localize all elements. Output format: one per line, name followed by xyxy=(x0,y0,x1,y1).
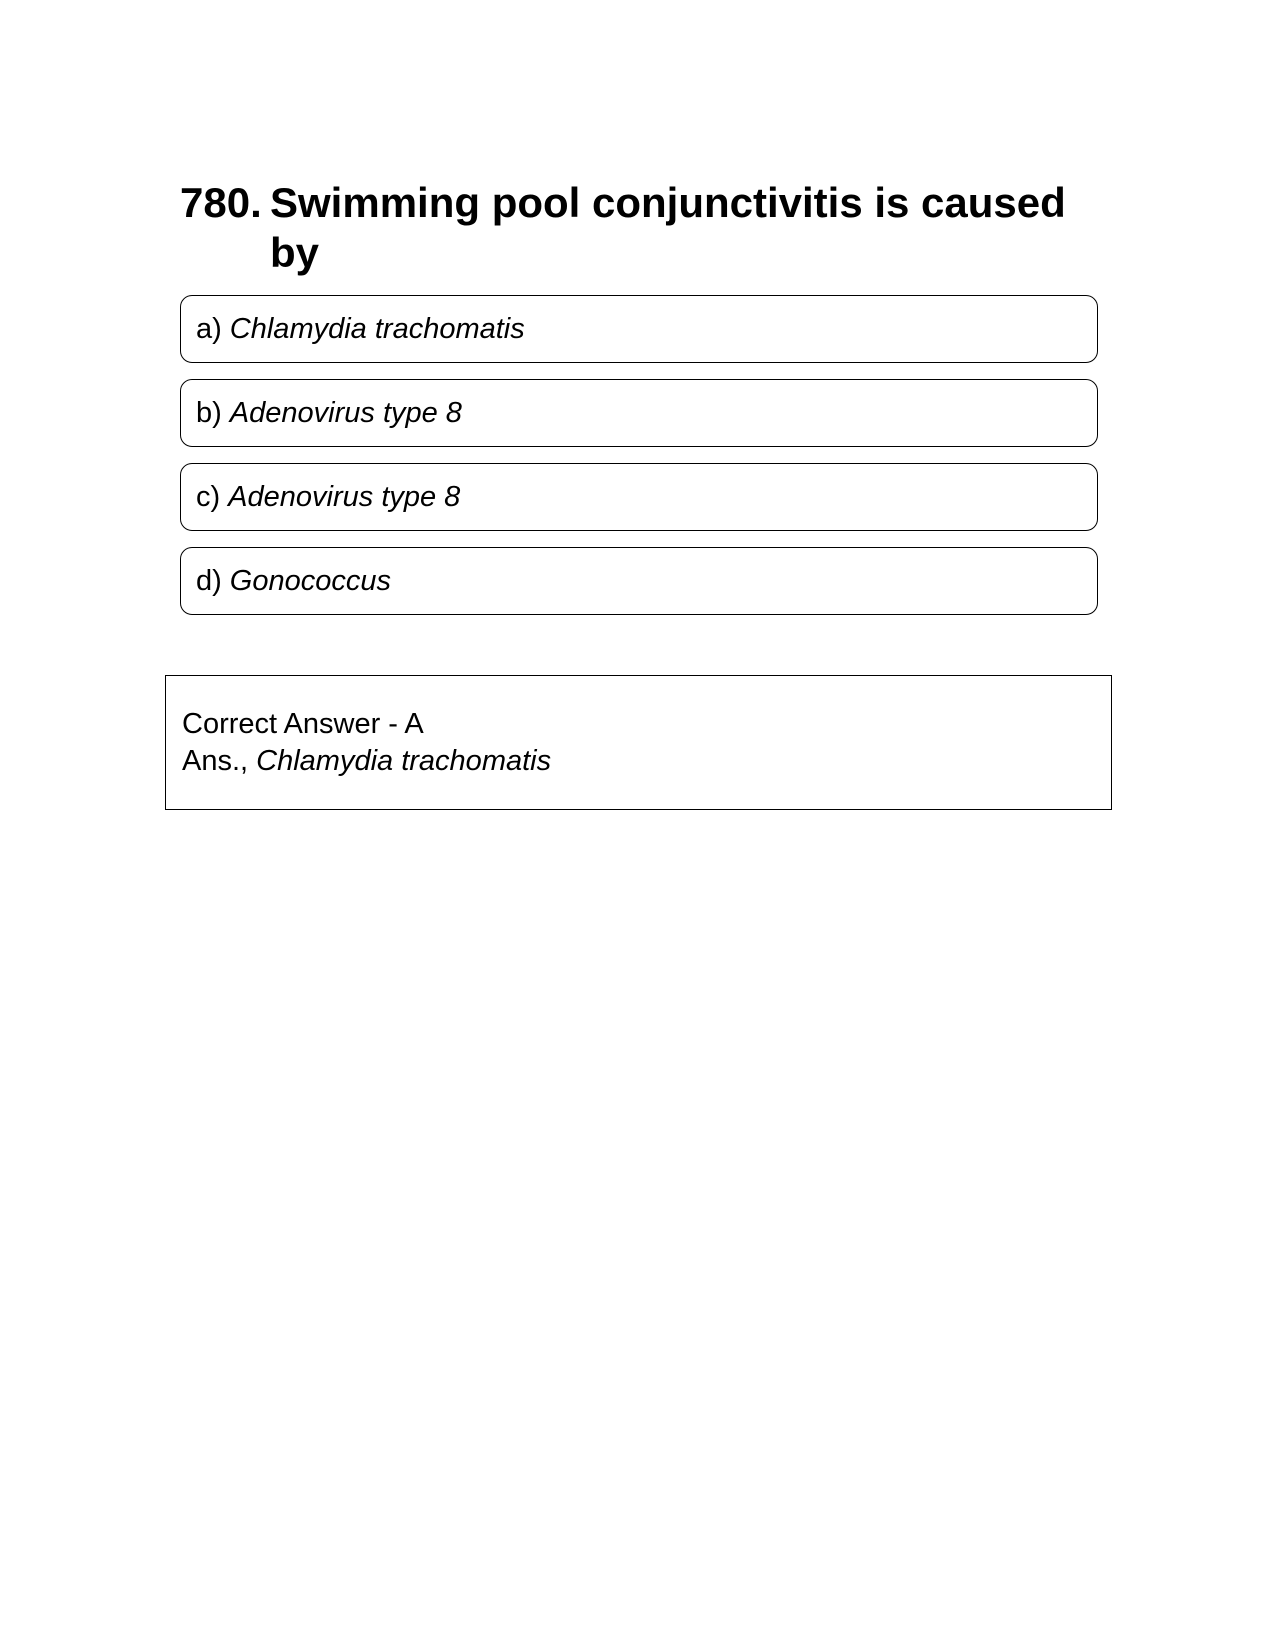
option-letter: d) xyxy=(196,564,222,597)
option-b[interactable] xyxy=(180,379,1098,447)
option-letter: c) xyxy=(196,480,221,513)
answer-prefix: Ans., xyxy=(182,745,257,777)
correct-answer-line: Correct Answer - A xyxy=(182,708,424,740)
question-number: 780. xyxy=(180,179,262,226)
option-text: Adenovirus type 8 xyxy=(229,396,462,429)
option-d[interactable] xyxy=(180,547,1098,615)
option-text: Chlamydia trachomatis xyxy=(229,312,525,345)
answer-box xyxy=(165,675,1112,810)
answer-text: Chlamydia trachomatis xyxy=(256,745,552,777)
question-heading xyxy=(180,178,1080,278)
option-c[interactable] xyxy=(180,463,1098,531)
option-letter: b) xyxy=(196,396,222,429)
option-letter: a) xyxy=(196,312,222,345)
option-text: Adenovirus type 8 xyxy=(228,480,461,513)
question-text: Swimming pool conjunctivitis is caused by xyxy=(270,179,1066,276)
options-list xyxy=(180,295,1098,631)
option-a[interactable] xyxy=(180,295,1098,363)
option-text: Gonococcus xyxy=(229,564,391,597)
answer-explanation xyxy=(182,743,1111,780)
